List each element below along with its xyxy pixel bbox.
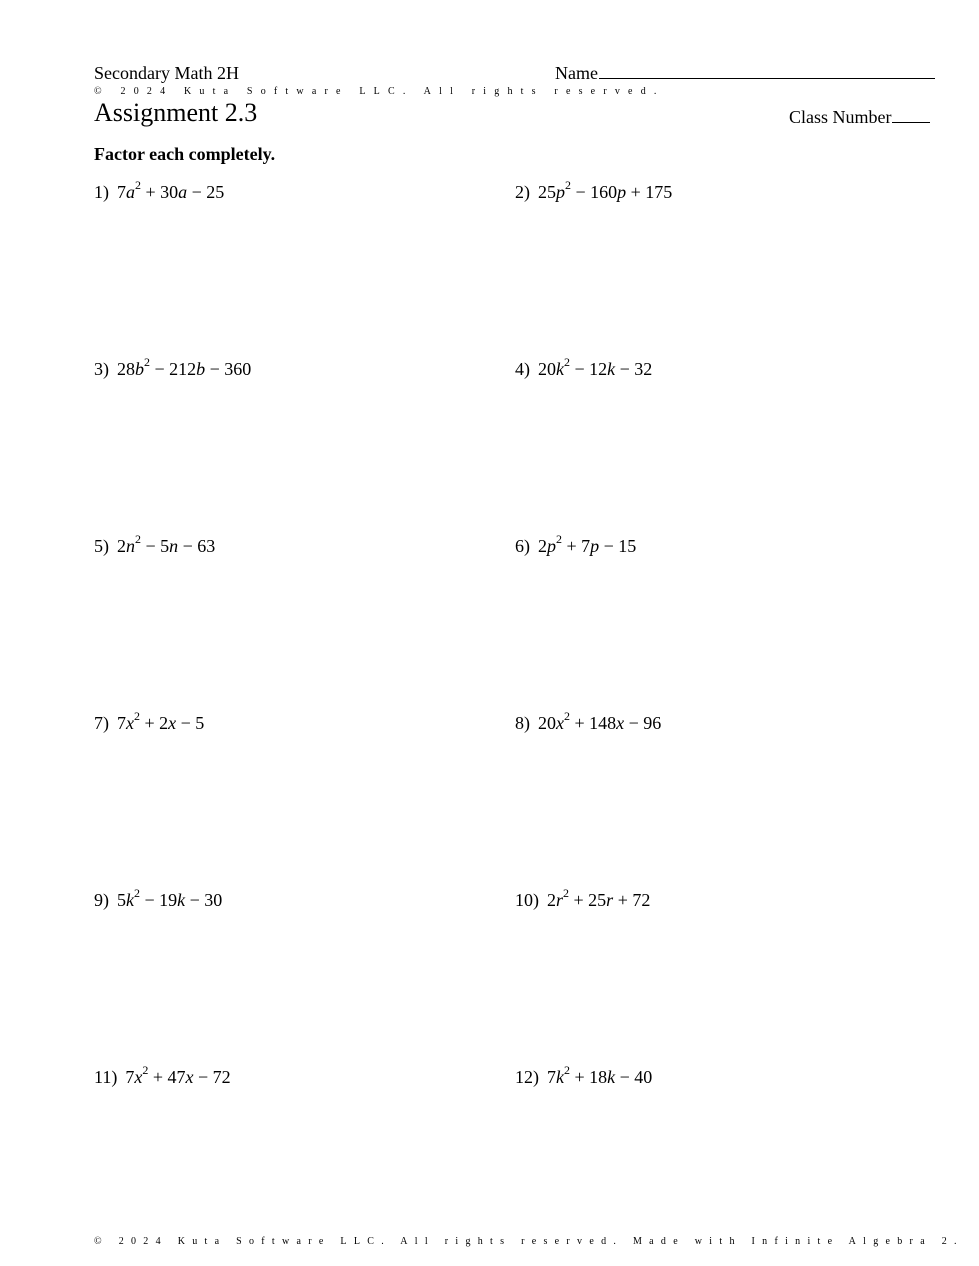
- constant-term: + 175: [626, 182, 673, 202]
- name-label: Name: [555, 63, 598, 83]
- exponent: 2: [144, 355, 150, 369]
- exponent: 2: [564, 1063, 570, 1077]
- problem-number: 2): [515, 182, 530, 202]
- middle-coefficient: − 5: [141, 536, 170, 556]
- problem-expression: [547, 886, 651, 910]
- leading-coefficient: 2: [538, 536, 547, 556]
- variable: p: [547, 536, 556, 556]
- problem-item: [515, 532, 637, 557]
- leading-coefficient: 20: [538, 359, 556, 379]
- problem-item: [94, 532, 216, 557]
- problem-item: [515, 355, 653, 380]
- variable: p: [556, 182, 565, 202]
- problem-item: [94, 886, 223, 911]
- exponent: 2: [134, 709, 140, 723]
- leading-coefficient: 2: [117, 536, 126, 556]
- leading-coefficient: 7: [547, 1067, 556, 1087]
- constant-term: − 360: [205, 359, 252, 379]
- variable: k: [126, 890, 134, 910]
- problem-expression: [538, 532, 637, 556]
- constant-term: − 5: [176, 713, 205, 733]
- problem-number: 7): [94, 713, 109, 733]
- exponent: 2: [135, 178, 141, 192]
- constant-term: + 72: [613, 890, 651, 910]
- problem-number: 3): [94, 359, 109, 379]
- variable: k: [556, 359, 564, 379]
- variable: x: [616, 713, 625, 733]
- problem-item: [94, 355, 252, 380]
- variable: x: [556, 713, 564, 733]
- middle-coefficient: + 7: [562, 536, 591, 556]
- exponent: 2: [564, 355, 570, 369]
- variable: a: [178, 182, 188, 202]
- problem-item: [94, 709, 205, 734]
- leading-coefficient: 7: [117, 713, 126, 733]
- variable: b: [196, 359, 206, 379]
- leading-coefficient: 28: [117, 359, 135, 379]
- variable: x: [168, 713, 177, 733]
- problem-number: 6): [515, 536, 530, 556]
- variable: k: [607, 1067, 616, 1087]
- middle-coefficient: − 19: [140, 890, 178, 910]
- exponent: 2: [564, 709, 570, 723]
- variable: x: [185, 1067, 194, 1087]
- copyright-footer: © 2024 Kuta Software LLC. All rights reserved. Made with Infinite Algebra 2.: [94, 1236, 964, 1247]
- problem-expression: [117, 532, 216, 556]
- middle-coefficient: + 18: [570, 1067, 608, 1087]
- middle-coefficient: + 30: [141, 182, 179, 202]
- problem-expression: [547, 1063, 653, 1087]
- name-blank-line[interactable]: [599, 62, 935, 79]
- middle-coefficient: + 25: [569, 890, 607, 910]
- variable: b: [135, 359, 144, 379]
- variable: k: [556, 1067, 564, 1087]
- middle-coefficient: − 12: [570, 359, 608, 379]
- constant-term: − 15: [599, 536, 637, 556]
- variable: k: [177, 890, 186, 910]
- leading-coefficient: 5: [117, 890, 126, 910]
- exponent: 2: [135, 532, 141, 546]
- variable: p: [590, 536, 600, 556]
- problem-expression: [125, 1063, 231, 1087]
- problem-expression: [117, 709, 205, 733]
- problem-item: [94, 178, 225, 203]
- exponent: 2: [563, 886, 570, 900]
- constant-term: − 25: [187, 182, 225, 202]
- variable: a: [126, 182, 135, 202]
- variable: n: [169, 536, 179, 556]
- constant-term: − 63: [178, 536, 216, 556]
- course-name: Secondary Math 2H: [94, 63, 239, 83]
- middle-coefficient: − 160: [571, 182, 618, 202]
- leading-coefficient: 7: [125, 1067, 135, 1087]
- copyright-top: © 2024 Kuta Software LLC. All rights reserved.: [94, 86, 665, 97]
- constant-term: − 96: [624, 713, 662, 733]
- variable: r: [606, 890, 614, 910]
- middle-coefficient: + 47: [148, 1067, 186, 1087]
- instructions: Factor each completely.: [94, 144, 276, 164]
- name-field: [555, 62, 935, 84]
- problem-number: 11): [94, 1067, 118, 1087]
- constant-term: − 32: [615, 359, 653, 379]
- variable: k: [607, 359, 616, 379]
- middle-coefficient: + 2: [140, 713, 169, 733]
- leading-coefficient: 20: [538, 713, 556, 733]
- middle-coefficient: + 148: [570, 713, 617, 733]
- variable: r: [556, 890, 564, 910]
- problem-expression: [538, 178, 673, 202]
- problem-number: 1): [94, 182, 109, 202]
- exponent: 2: [556, 532, 562, 546]
- problem-item: [515, 709, 662, 734]
- problem-expression: [117, 355, 252, 379]
- problem-expression: [538, 355, 653, 379]
- problem-number: 4): [515, 359, 530, 379]
- problem-number: 5): [94, 536, 109, 556]
- variable: x: [126, 713, 134, 733]
- constant-term: − 30: [185, 890, 223, 910]
- variable: x: [134, 1067, 143, 1087]
- problem-expression: [117, 178, 225, 202]
- constant-term: − 72: [193, 1067, 231, 1087]
- problem-number: 9): [94, 890, 109, 910]
- class-number-field: [789, 106, 930, 128]
- leading-coefficient: 25: [538, 182, 556, 202]
- class-number-blank-line[interactable]: [892, 106, 930, 123]
- constant-term: − 40: [615, 1067, 653, 1087]
- problem-item: [515, 886, 651, 911]
- leading-coefficient: 2: [547, 890, 556, 910]
- assignment-title: Assignment 2.3: [94, 98, 258, 127]
- problem-expression: [117, 886, 223, 910]
- class-number-label: Class Number: [789, 107, 892, 127]
- problem-item: [94, 1063, 231, 1088]
- problem-expression: [538, 709, 662, 733]
- problem-item: [515, 1063, 653, 1088]
- problem-number: 10): [515, 890, 539, 910]
- exponent: 2: [142, 1063, 149, 1077]
- variable: n: [126, 536, 135, 556]
- exponent: 2: [134, 886, 140, 900]
- exponent: 2: [565, 178, 571, 192]
- problem-number: 12): [515, 1067, 539, 1087]
- leading-coefficient: 7: [117, 182, 126, 202]
- middle-coefficient: − 212: [150, 359, 197, 379]
- variable: p: [617, 182, 627, 202]
- problem-item: [515, 178, 673, 203]
- problem-number: 8): [515, 713, 530, 733]
